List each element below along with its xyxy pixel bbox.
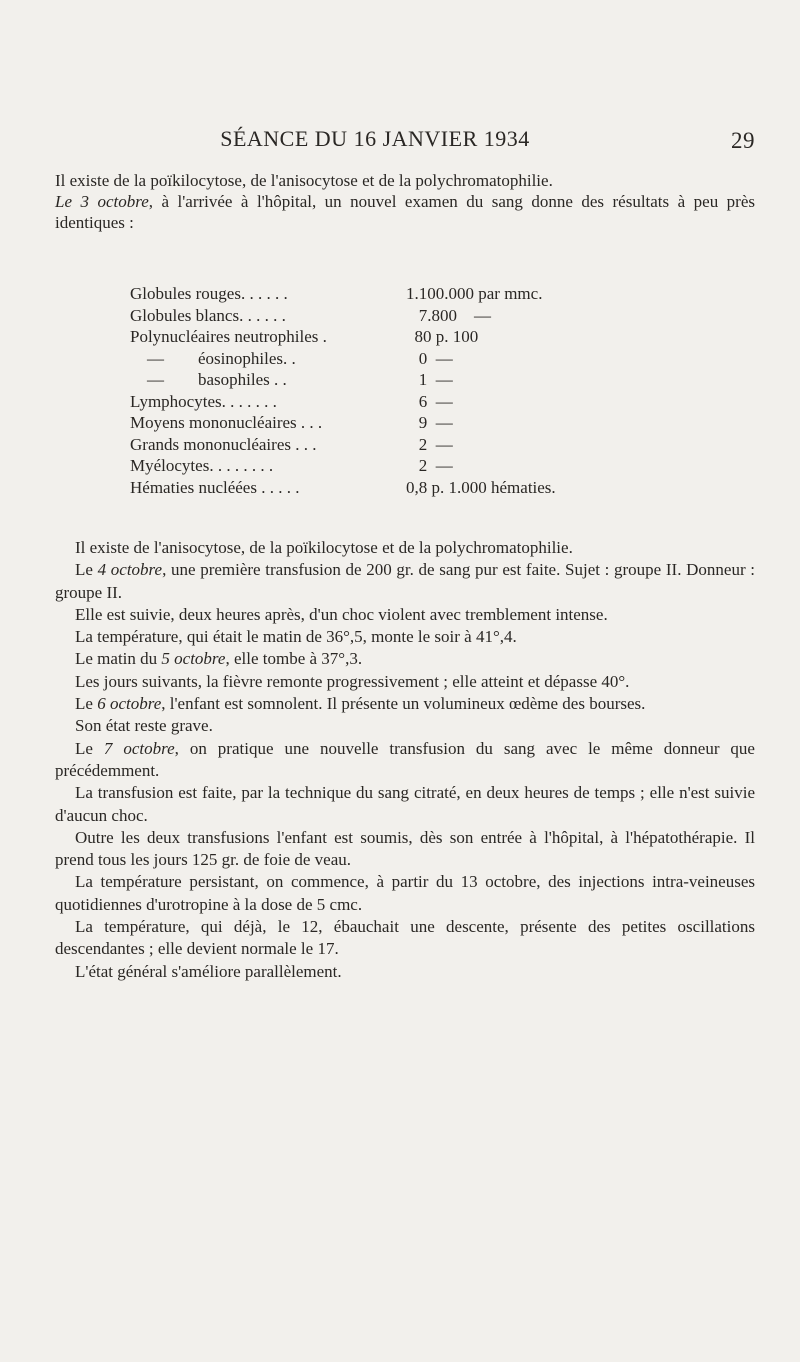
body-paragraph-7 [55, 693, 755, 715]
table-row [130, 369, 556, 391]
table-row [130, 391, 556, 413]
table-row [130, 283, 556, 305]
title-month: JANVIER [382, 126, 484, 151]
date-4-octobre: 4 octobre [97, 560, 163, 580]
title-prefix: SÉANCE DU [220, 126, 354, 151]
body-section [55, 537, 755, 983]
row-label: Globules rouges. . . . . . [130, 284, 288, 303]
row-value: 9 — [406, 413, 453, 432]
intro-paragraph-1: Il existe de la poïkilocytose, de l'anisocytose et de la polychromatophilie. [55, 171, 553, 190]
paragraph-text: , l'enfant est somnolent. Il présente un volumineux œdème des bourses. [161, 694, 646, 714]
row-value: 0,8 p. 1.000 hématies. [406, 477, 556, 497]
paragraph-text: Le matin du [75, 649, 162, 669]
body-paragraph-4: La température, qui était le matin de 36°,5, monte le soir à 41°,4. [75, 627, 517, 647]
row-label: Myélocytes. . . . . . . . [130, 456, 274, 475]
title-day: 16 [353, 126, 383, 151]
body-paragraph-10: La transfusion est faite, par la technique du sang citraté, en deux heures de temps ; elle n'est suivie d'aucun choc. [55, 783, 755, 825]
body-paragraph-13: La température, qui déjà, le 12, ébauchait une descente, présente des petites oscillations descendantes ; elle devient normale le 17. [55, 917, 755, 959]
date-5-octobre: 5 octobre [161, 649, 226, 669]
intro-paragraph-2-text: , à l'arrivée à l'hôpital, un nouvel examen du sang donne des résultats à peu près identiques : [55, 192, 755, 232]
paragraph-text: Le [75, 560, 98, 580]
title-year: 1934 [483, 126, 530, 151]
row-value: 80 p. 100 [406, 327, 479, 346]
row-label: Globules blancs. . . . . . [130, 305, 286, 325]
date-6-octobre: 6 octobre [97, 694, 162, 714]
table-row [130, 348, 556, 370]
body-paragraph-8: Son état reste grave. [75, 716, 213, 736]
body-paragraph-9 [55, 738, 755, 783]
row-value: 7.800 — [406, 305, 491, 325]
body-paragraph-5 [55, 648, 755, 670]
body-paragraph-11: Outre les deux transfusions l'enfant est soumis, dès son entrée à l'hôpital, à l'hépatothérapie. Il prend tous les jours 125 gr. de foie de veau. [55, 827, 755, 870]
intro-section [55, 170, 755, 233]
table-row [130, 326, 556, 348]
paragraph-text: Le [75, 738, 104, 758]
row-value: 2 — [406, 434, 453, 454]
intro-paragraph-2 [55, 191, 755, 233]
paragraph-text: Le [75, 694, 98, 714]
row-label: Polynucléaires neutrophiles . [130, 327, 327, 346]
paragraph-text: , elle tombe à 37°,3. [225, 649, 363, 669]
blood-count-table [130, 283, 556, 498]
body-paragraph-1: Il existe de l'anisocytose, de la poïkilocytose et de la polychromatophilie. [75, 538, 573, 557]
date-3-octobre: Le 3 octobre [55, 192, 149, 211]
body-paragraph-3: Elle est suivie, deux heures après, d'un choc violent avec tremblement intense. [75, 604, 608, 624]
row-value: 2 — [406, 456, 453, 475]
body-paragraph-2 [55, 559, 755, 604]
table-row [130, 305, 556, 327]
page-number: 29 [731, 128, 755, 153]
row-label: Moyens mononucléaires . . . [130, 413, 323, 432]
row-label: — éosinophiles. . [130, 348, 296, 368]
body-paragraph-12: La température persistant, on commence, à partir du 13 octobre, des injections intra-veineuses quotidiennes d'urotropine à la dose de 5 cmc. [55, 872, 755, 914]
paragraph-text: , on pratique une nouvelle transfusion du sang avec le même donneur que précédemment. [55, 738, 755, 780]
date-7-octobre: 7 octobre [103, 738, 175, 758]
row-label: Grands mononucléaires . . . [130, 434, 317, 454]
row-value: 1.100.000 par mmc. [406, 284, 543, 303]
table-row [130, 412, 556, 434]
table-row [130, 455, 556, 477]
row-label: — basophiles . . [130, 370, 287, 389]
row-value: 0 — [406, 348, 453, 368]
row-label: Hématies nucléées . . . . . [130, 477, 300, 497]
row-value: 1 — [406, 370, 453, 389]
row-value: 6 — [406, 391, 453, 411]
body-paragraph-14: L'état général s'améliore parallèlement. [75, 961, 342, 981]
row-label: Lymphocytes. . . . . . . [130, 391, 277, 411]
paragraph-text: , une première transfusion de 200 gr. de sang pur est faite. Sujet : groupe II. Donneur : groupe II. [55, 560, 755, 602]
running-title [55, 126, 695, 152]
table-row [130, 434, 556, 456]
table-row [130, 477, 556, 499]
body-paragraph-6: Les jours suivants, la fièvre remonte progressivement ; elle atteint et dépasse 40°. [75, 671, 630, 691]
